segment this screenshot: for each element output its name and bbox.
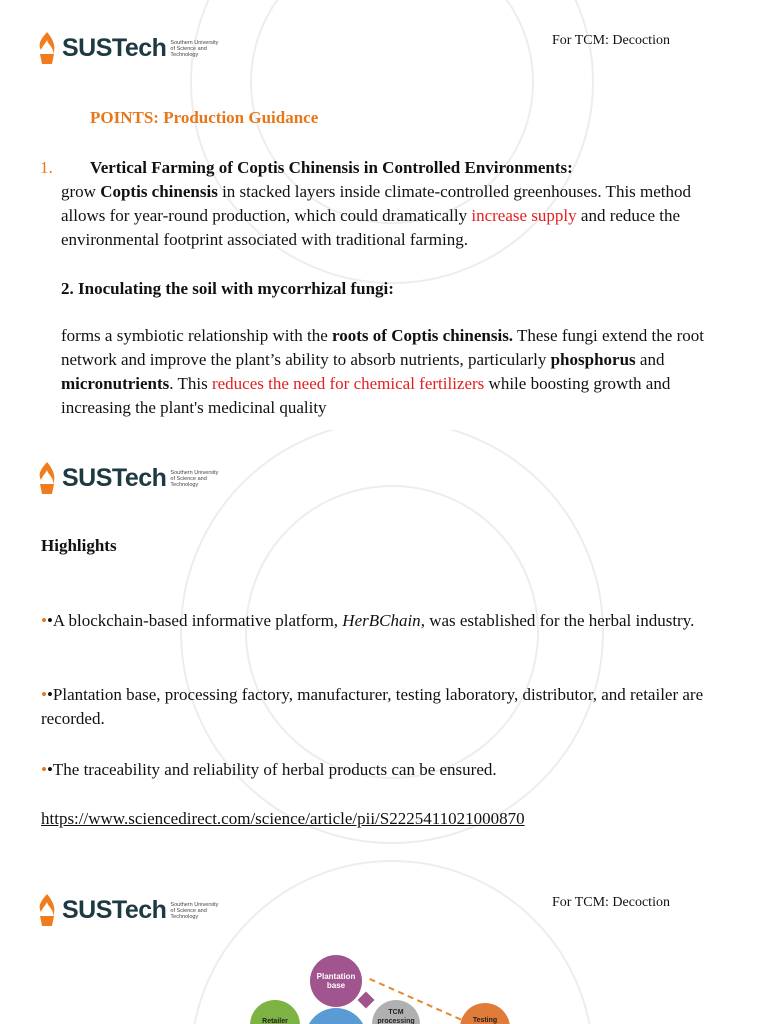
logo-subtitle: Southern University of Science and Technology xyxy=(170,39,219,59)
logo-wordmark: SUSTech xyxy=(62,463,167,492)
item-1-heading: Vertical Farming of Coptis Chinensis in Controlled Environments: xyxy=(90,158,573,177)
diagram-node-processing: TCM processing xyxy=(372,1000,420,1024)
item-1-body: grow Coptis chinensis in stacked layers inside climate-controlled greenhouses. This method allows for year-round production, which could dramatically increase supply and reduce the environmental footprint associated with traditional farming. xyxy=(61,182,692,249)
header-note: For TCM: Decoction xyxy=(552,895,670,910)
flame-icon xyxy=(34,460,60,496)
item-2-body: forms a symbiotic relationship with the roots of Coptis chinensis. These fungi extend the root network and improve the plant’s ability to absorb nutrients, particularly phosphorus and micronutrients. This reduces the need for chemical fertilizers while boosting growth and increasing the plant's medicinal quality xyxy=(61,326,704,417)
logo-wordmark: SUSTech xyxy=(62,895,167,924)
diagram-node-plantation: Plantation base xyxy=(310,955,362,1007)
highlight-bullet-2: ••Plantation base, processing factory, manufacturer, testing laboratory, distributor, and retailer are recorded. xyxy=(41,685,704,728)
highlights-title: Highlights xyxy=(41,536,117,555)
page-3 xyxy=(0,860,768,1024)
sustech-logo xyxy=(34,458,218,498)
diagram-node-testing: Testing xyxy=(460,1003,510,1024)
flame-icon xyxy=(34,30,60,66)
section-title: POINTS: Production Guidance xyxy=(90,108,319,127)
bullet-dot: • xyxy=(41,685,47,704)
logo-subtitle: Southern University of Science and Technology xyxy=(170,901,219,921)
source-link[interactable]: https://www.sciencedirect.com/science/article/pii/S2225411021000870 xyxy=(41,809,525,828)
page-1 xyxy=(0,0,768,430)
item-1-number: 1. xyxy=(40,158,53,177)
bullet-dot: • xyxy=(41,611,47,630)
item-2-heading: 2. Inoculating the soil with mycorrhizal fungi: xyxy=(61,279,394,298)
sustech-logo xyxy=(34,890,218,930)
sustech-logo xyxy=(34,28,218,68)
page-2 xyxy=(0,430,768,860)
logo-wordmark: SUSTech xyxy=(62,33,167,62)
bullet-dot: • xyxy=(41,760,47,779)
header-note: For TCM: Decoction xyxy=(552,33,670,48)
highlight-bullet-3: ••The traceability and reliability of herbal products can be ensured. xyxy=(41,760,497,779)
highlight-bullet-1: ••A blockchain-based informative platform, HerBChain, was established for the herbal industry. xyxy=(41,611,695,630)
flame-icon xyxy=(34,892,60,928)
diagram-node-retailer: Retailer xyxy=(250,1000,300,1024)
item-1-heading-row xyxy=(40,156,740,180)
logo-subtitle: Southern University of Science and Technology xyxy=(170,469,219,489)
